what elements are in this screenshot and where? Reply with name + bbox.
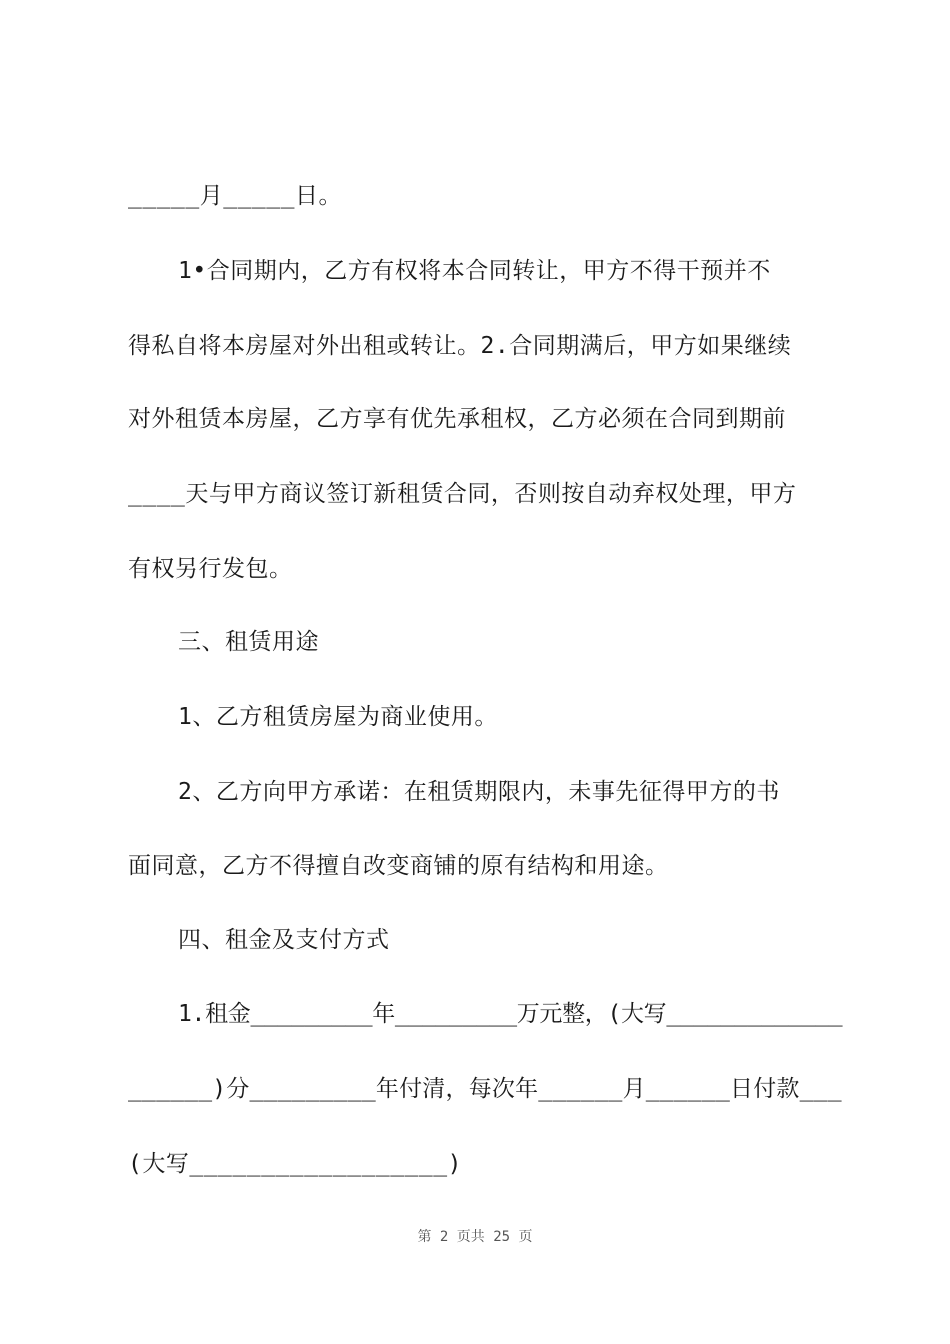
text-line: 得私自将本房屋对外出租或转让。2.合同期满后，甲方如果继续 xyxy=(128,333,792,359)
text-line: 有权另行发包。 xyxy=(128,556,293,582)
text-line: _____月_____日。 xyxy=(128,183,342,209)
text-line: 1.租金_________年_________万元整，(大写_____________ xyxy=(178,1001,843,1027)
section-heading: 三、租赁用途 xyxy=(178,629,319,655)
text-line: 面同意，乙方不得擅自改变商铺的原有结构和用途。 xyxy=(128,853,669,879)
text-line: ______)分_________年付清，每次年______月______日付款___ xyxy=(128,1076,842,1102)
text-line: (大写__________________) xyxy=(128,1151,462,1177)
text-line: 1、乙方租赁房屋为商业使用。 xyxy=(178,704,498,730)
page-number-footer: 第 2 页共 25 页 xyxy=(417,1229,533,1245)
text-line: 1•合同期内，乙方有权将本合同转让，甲方不得干预并不 xyxy=(178,258,771,284)
text-line: 2、乙方向甲方承诺：在租赁期限内，未事先征得甲方的书 xyxy=(178,779,780,805)
text-line: ____天与甲方商议签订新租赁合同，否则按自动弃权处理，甲方 xyxy=(128,481,797,507)
section-heading: 四、租金及支付方式 xyxy=(178,927,390,953)
text-line: 对外租赁本房屋，乙方享有优先承租权，乙方必须在合同到期前 xyxy=(128,406,786,432)
